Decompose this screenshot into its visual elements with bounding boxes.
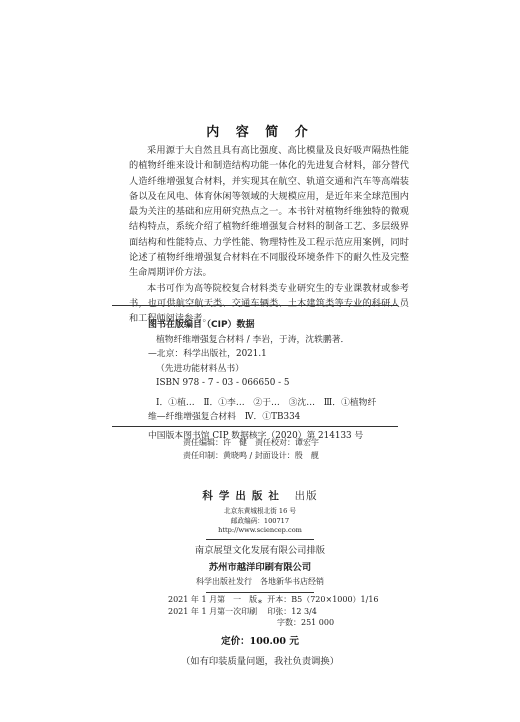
intro-title: 内 容 简 介 <box>206 125 314 140</box>
publisher-address: 北京东黄城根北街 16 号 <box>224 507 296 515</box>
staff-credits <box>183 436 423 462</box>
cip-isbn: ISBN 978 - 7 - 03 - 066650 - 5 <box>156 378 290 388</box>
typesetter: 南京展望文化发展有限公司排版 <box>194 544 326 556</box>
publisher-name: 科学出版社 <box>202 490 285 502</box>
word-count: 字数：251 000 <box>277 618 335 627</box>
cip-publication-line: —北京：科学出版社，2021.1 <box>148 349 267 359</box>
cip-number: 中国版本图书馆 CIP 数据核字（2020）第 214133 号 <box>148 430 364 441</box>
printer: 苏州市越洋印刷有限公司 <box>208 561 312 573</box>
divider <box>112 305 398 306</box>
separator-star: * <box>258 598 262 608</box>
price: 定价：100.00 元 <box>221 636 299 647</box>
edition: 2021 年 1 月第 一 版 <box>168 595 258 604</box>
print-specs <box>168 594 438 629</box>
distribution: 科学出版社发行 各地新华书店经销 <box>196 576 324 586</box>
divider <box>206 592 314 593</box>
publisher-suffix: 出版 <box>294 490 318 502</box>
intro-body <box>129 143 409 327</box>
cip-classification-2: 维—纤维增强复合材料 Ⅳ．①TB334 <box>148 412 301 422</box>
publisher-block <box>0 488 520 609</box>
publisher-postcode: 邮政编码：100717 <box>230 516 290 525</box>
printing: 2021 年 1 月第一次印刷 <box>168 606 258 616</box>
intro-paragraph: 采用源于大自然且具有高比强度、高比模量及良好吸声隔热性能的植物纤维来设计和制造结构功能一体化的先进复合材料，部分替代人造纤维增强复合材料，并实现其在航空、轨道交通和汽车等高端装备以及在风电、体育休闲等领域的大规模应用，是近年来全球范围内最为关注的基础和应用研究热点之一。本书针对植物纤维独特的微观结构特点，系统介绍了植物纤维增强复合材料的制备工艺、多层级界面结构和性能特点、力学性能、物理特性及工程示范应用案例，同时论述了植物纤维增强复合材料在不同服役环境条件下的耐久性及完整生命周期评价方法。 <box>129 145 409 279</box>
divider <box>112 426 398 427</box>
staff-line-1: 责任编辑：许 健 责任校对：谭宏宇 <box>183 438 319 447</box>
cip-block <box>148 318 398 443</box>
staff-line-2: 责任印制：黄晓鸣 / 封面设计：殷 靓 <box>183 451 319 460</box>
cip-classification-1: Ⅰ．①植… Ⅱ．①李… ②于… ③沈… Ⅲ．①植物纤 <box>156 397 377 408</box>
cip-title-line: 植物纤维增强复合材料 / 李岩，于涛，沈轶鹏著． <box>156 334 350 345</box>
cip-series-line: （先进功能材料丛书） <box>156 363 244 374</box>
format: 开本：B5（720×1000）1/16 <box>267 595 379 604</box>
intro-paragraph: 本书可作为高等院校复合材料类专业研究生的专业课教材或参考书，也可供航空航天类、交通车辆类、土木建筑类等专业的科研人员和工程师阅读参考。 <box>129 282 409 325</box>
sheets: 印张：12 3/4 <box>267 606 317 616</box>
quality-notice: （如有印装质量问题，我社负责调换） <box>180 656 340 667</box>
divider <box>206 539 314 540</box>
publisher-url: http://www.sciencep.com <box>218 526 302 534</box>
cip-heading: 图书在版编目（CIP）数据 <box>148 320 255 330</box>
